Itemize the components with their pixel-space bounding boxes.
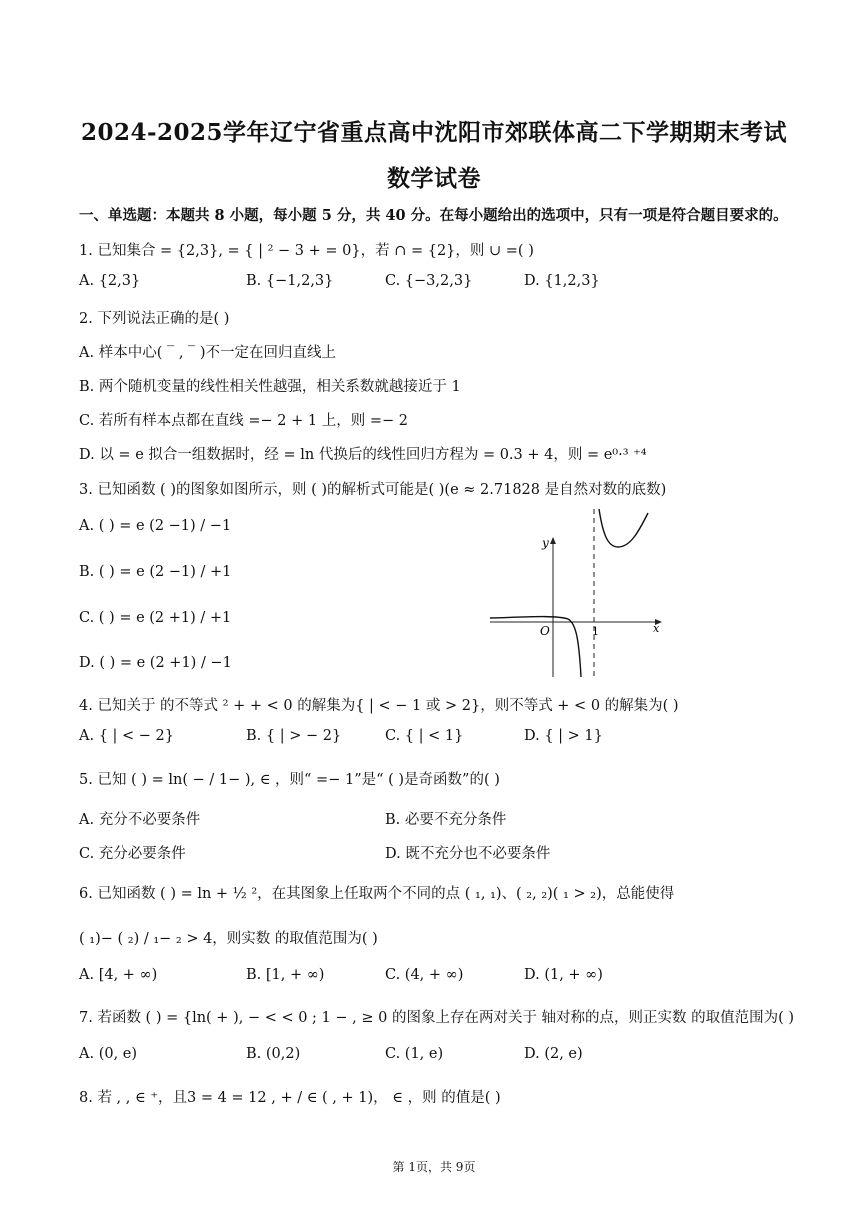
q3-option-b: B. ( ) = e (2 −1) / +1 bbox=[79, 564, 232, 580]
question-5-stem: 5. 已知 ( ) = ln( − / 1− ), ∈ ，则“ =− 1”是“ ( )是奇函数”的( ) bbox=[79, 772, 500, 788]
q5-option-b: B. 必要不充分条件 bbox=[385, 812, 507, 828]
q1-option-a: A. {2,3} bbox=[79, 273, 141, 289]
q1-option-c: C. {−3,2,3} bbox=[385, 273, 473, 289]
question-2-stem: 2. 下列说法正确的是( ) bbox=[79, 311, 230, 327]
q3-option-d: D. ( ) = e (2 +1) / −1 bbox=[79, 655, 232, 671]
exam-subtitle: 数学试卷 bbox=[387, 165, 481, 192]
y-axis-arrow bbox=[550, 537, 556, 544]
q6-option-b: B. [1, + ∞) bbox=[246, 967, 325, 983]
q1-option-d: D. {1,2,3} bbox=[524, 273, 600, 289]
q5-option-c: C. 充分必要条件 bbox=[79, 846, 186, 862]
q7-option-d: D. (2, e) bbox=[524, 1046, 583, 1062]
q4-option-a: A. { | < − 2} bbox=[79, 728, 174, 744]
q3-option-a: A. ( ) = e (2 −1) / −1 bbox=[79, 518, 232, 534]
section-heading: 一、单选题：本题共 8 小题，每小题 5 分，共 40 分。在每小题给出的选项中，只有一项是符合题目要求的。 bbox=[79, 207, 788, 224]
q6-option-d: D. (1, + ∞) bbox=[524, 967, 603, 983]
q6-option-c: C. (4, + ∞) bbox=[385, 967, 464, 983]
q7-option-b: B. (0,2) bbox=[246, 1046, 301, 1062]
q1-option-b: B. {−1,2,3} bbox=[246, 273, 334, 289]
q6-option-a: A. [4, + ∞) bbox=[79, 967, 158, 983]
q2-option-a: A. 样本中心( ‾ , ‾ )不一定在回归直线上 bbox=[79, 345, 337, 361]
q3-option-c: C. ( ) = e (2 +1) / +1 bbox=[79, 610, 232, 626]
q4-option-d: D. { | > 1} bbox=[524, 728, 603, 744]
x-one-label: 1 bbox=[592, 625, 599, 638]
exam-title: 2024-2025学年辽宁省重点高中沈阳市郊联体高二下学期期末考试 bbox=[80, 119, 788, 146]
q5-option-d: D. 既不充分也不必要条件 bbox=[385, 846, 551, 862]
question-6-stem-continued: ( ₁)− ( ₂) / ₁− ₂ > 4，则实数 的取值范围为( ) bbox=[79, 931, 378, 947]
right-branch-curve bbox=[599, 509, 648, 547]
x-axis-label: x bbox=[653, 622, 660, 635]
question-3-stem: 3. 已知函数 ( )的图象如图所示，则 ( )的解析式可能是( )(e ≈ 2.71828 是自然对数的底数) bbox=[79, 482, 667, 498]
page-footer: 第 1页，共 9页 bbox=[392, 1160, 476, 1174]
q7-option-a: A. (0, e) bbox=[79, 1046, 138, 1062]
origin-label: O bbox=[540, 624, 550, 638]
q2-option-b: B. 两个随机变量的线性相关性越强，相关系数就越接近于 1 bbox=[79, 379, 461, 395]
question-6-stem: 6. 已知函数 ( ) = ln + ½ ²，在其图象上任取两个不同的点 ( ₁, ₁)、( ₂, ₂)( ₁ > ₂)，总能使得 bbox=[79, 886, 675, 902]
question-1-stem: 1. 已知集合 = {2,3}, = { | ² − 3 + = 0}，若 ∩ = {2}，则 ∪ =( ) bbox=[79, 243, 534, 259]
q5-option-a: A. 充分不必要条件 bbox=[79, 812, 201, 828]
q4-option-c: C. { | < 1} bbox=[385, 728, 464, 744]
question-8-stem: 8. 若 , , ∈ ⁺，且3 = 4 = 12 , + / ∈ ( , + 1)， ∈ ，则 的值是( ) bbox=[79, 1090, 501, 1106]
q7-option-c: C. (1, e) bbox=[385, 1046, 444, 1062]
question-7-stem: 7. 若函数 ( ) = {ln( + ), − < < 0 ; 1 − , ≥ 0 的图象上存在两对关于 轴对称的点，则正实数 的取值范围为( ) bbox=[79, 1010, 795, 1026]
left-branch-curve bbox=[490, 617, 581, 677]
y-axis-label: y bbox=[542, 536, 549, 550]
q4-option-b: B. { | > − 2} bbox=[246, 728, 342, 744]
question-4-stem: 4. 已知关于 的不等式 ² + + < 0 的解集为{ | < − 1 或 > 2}，则不等式 + < 0 的解集为( ) bbox=[79, 698, 679, 714]
q2-option-d: D. 以 = e 拟合一组数据时，经 = ln 代换后的线性回归方程为 = 0.3 + 4，则 = e⁰·³ ⁺⁴ bbox=[79, 447, 647, 463]
q3-function-graph bbox=[486, 505, 666, 681]
q2-option-c: C. 若所有样本点都在直线 =− 2 + 1 上，则 =− 2 bbox=[79, 413, 408, 429]
